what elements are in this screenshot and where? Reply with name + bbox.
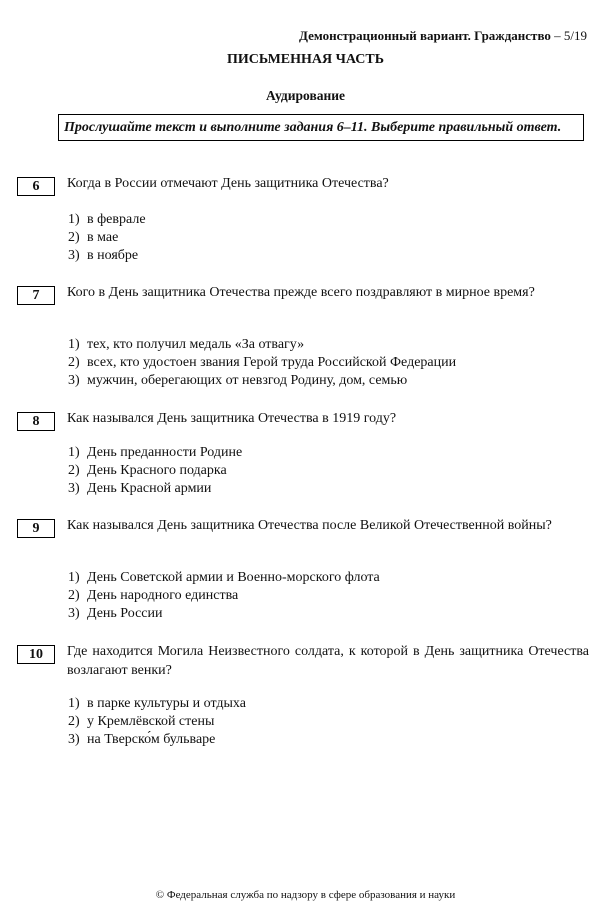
instruction-box: Прослушайте текст и выполните задания 6–11. Выберите правильный ответ. bbox=[58, 114, 584, 141]
answer-options bbox=[68, 211, 146, 266]
answer-option[interactable]: 2) в мае bbox=[68, 230, 119, 246]
task-number: 8 bbox=[17, 412, 55, 431]
answer-option[interactable]: 2) День Красного подарка bbox=[68, 463, 227, 479]
answer-option[interactable]: 3) на Тверско́м бульваре bbox=[68, 732, 216, 748]
answer-option[interactable]: 3) День России bbox=[68, 606, 163, 622]
answer-options bbox=[68, 336, 456, 391]
task-number: 9 bbox=[17, 519, 55, 538]
answer-option[interactable]: 3) в ноябре bbox=[68, 248, 139, 264]
answer-option[interactable]: 1) в феврале bbox=[68, 212, 146, 227]
task-question: Где находится Могила Неизвестного солдата, к которой в День защитника Отечества возлагают венки? bbox=[67, 644, 589, 678]
section-title: ПИСЬМЕННАЯ ЧАСТЬ bbox=[226, 52, 385, 67]
task-question: Как назывался День защитника Отечества после Великой Отечественной войны? bbox=[67, 518, 552, 533]
answer-option[interactable]: 3) День Красной армии bbox=[68, 481, 212, 497]
task-question: Как назывался День защитника Отечества в 1919 году? bbox=[67, 411, 397, 426]
header-title: Демонстрационный вариант. Гражданство bbox=[299, 28, 551, 43]
task-question: Когда в России отмечают День защитника Отечества? bbox=[67, 176, 389, 191]
answer-option[interactable]: 3) мужчин, оберегающих от невзгод Родину, дом, семью bbox=[68, 373, 408, 389]
answer-option[interactable]: 1) День преданности Родине bbox=[68, 445, 243, 460]
task-number: 6 bbox=[17, 177, 55, 196]
answer-options bbox=[68, 695, 246, 750]
section-subtitle: Аудирование bbox=[265, 88, 346, 103]
answer-option[interactable]: 1) в парке культуры и отдыха bbox=[68, 696, 246, 711]
answer-option[interactable]: 2) День народного единства bbox=[68, 588, 239, 604]
task-number: 7 bbox=[17, 286, 55, 305]
task-number: 10 bbox=[17, 645, 55, 664]
answer-options bbox=[68, 444, 242, 499]
page-footer: © Федеральная служба по надзору в сфере образования и науки bbox=[155, 889, 456, 901]
page-header bbox=[299, 28, 587, 44]
answer-option[interactable]: 2) всех, кто удостоен звания Герой труда Российской Федерации bbox=[68, 355, 457, 371]
answer-options bbox=[68, 569, 380, 624]
answer-option[interactable]: 1) тех, кто получил медаль «За отвагу» bbox=[68, 337, 305, 352]
task-question: Кого в День защитника Отечества прежде всего поздравляют в мирное время? bbox=[67, 285, 535, 300]
answer-option[interactable]: 1) День Советской армии и Военно-морского флота bbox=[68, 570, 380, 585]
answer-option[interactable]: 2) у Кремлёвской стены bbox=[68, 714, 215, 730]
page-number: – 5/19 bbox=[554, 28, 587, 43]
